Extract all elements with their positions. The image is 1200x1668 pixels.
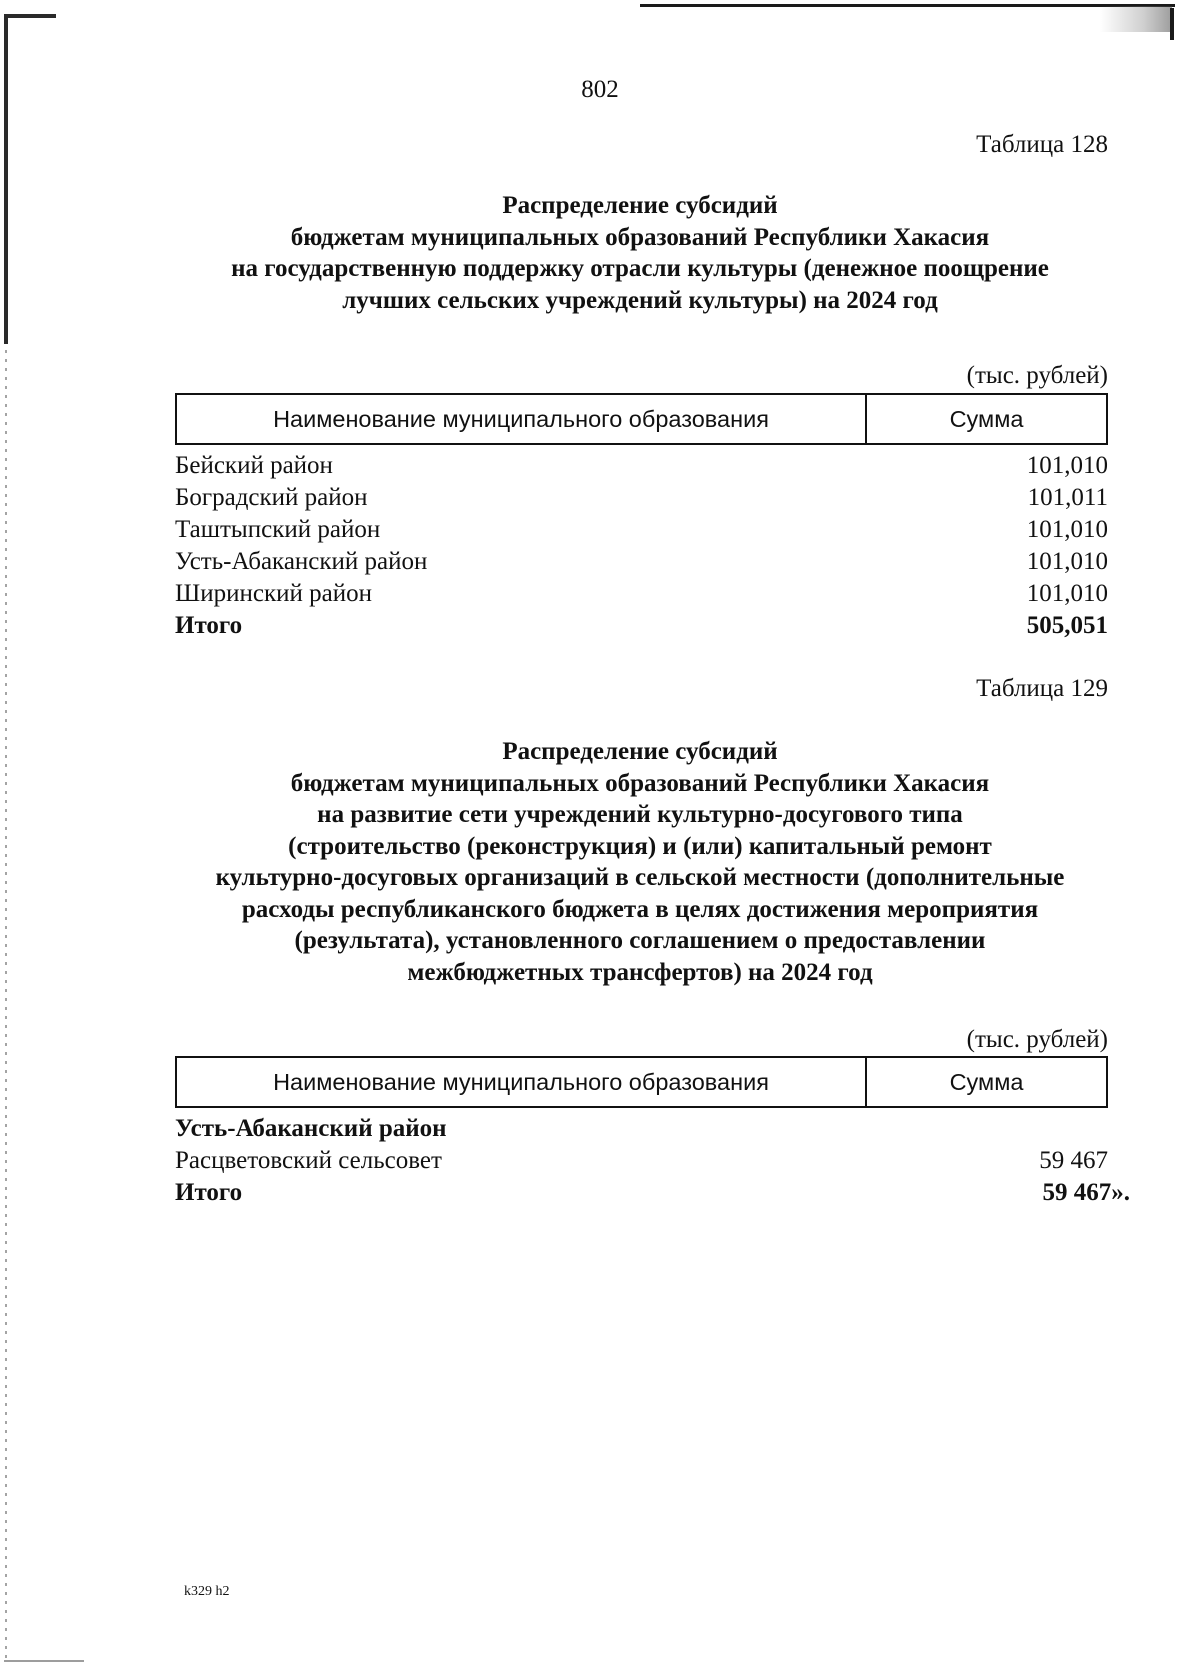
table-128-heading-line: лучших сельских учреждений культуры) на 2024 год: [342, 286, 938, 314]
table-129-caption: Таблица 129: [976, 675, 1108, 702]
table-129-body: [175, 1113, 1130, 1209]
row-name: Итого: [175, 612, 243, 639]
scan-edge-left: [4, 14, 8, 344]
table-row: [175, 450, 1108, 482]
table-128-caption: Таблица 128: [976, 131, 1108, 158]
row-value: 101,010: [1026, 580, 1108, 607]
column-header-name: Наименование муниципального образования: [177, 1058, 867, 1106]
document-code: k329 h2: [184, 1584, 230, 1599]
row-name: Итого: [175, 1179, 243, 1206]
column-header-sum: Сумма: [949, 405, 1024, 432]
table-128-heading-line: бюджетам муниципальных образований Республики Хакасия: [290, 223, 990, 251]
scan-corner-left: [4, 14, 56, 18]
row-value: 101,011: [1027, 484, 1108, 511]
table-129-heading-line: (строительство (реконструкция) и (или) капитальный ремонт: [288, 832, 992, 860]
table-row-total: [175, 1177, 1130, 1209]
table-row: [175, 1145, 1108, 1177]
table-129-heading-line: бюджетам муниципальных образований Республики Хакасия: [290, 769, 990, 797]
page-number: 802: [581, 76, 619, 103]
table-128-header: [175, 393, 1108, 445]
table-129-units: (тыс. рублей): [966, 1026, 1108, 1053]
table-129-heading-line: Распределение субсидий: [502, 738, 778, 765]
table-row-group: [175, 1113, 1108, 1145]
row-value: 101,010: [1026, 516, 1108, 543]
table-row: [175, 578, 1108, 610]
scan-edge-top: [640, 4, 1175, 7]
table-128-body: [175, 450, 1108, 642]
row-value: 101,010: [1026, 452, 1108, 479]
table-128-heading-line: Распределение субсидий: [502, 192, 778, 219]
row-name: Бейский район: [175, 452, 333, 479]
row-name: Расцветовский сельсовет: [175, 1147, 442, 1174]
scan-edge-left-dotted: [5, 350, 7, 1660]
row-value: 505,051: [1026, 612, 1108, 639]
scan-edge-bottom: [4, 1660, 84, 1662]
row-name: Боградский район: [175, 484, 368, 511]
table-row: [175, 482, 1108, 514]
table-129-heading-line: (результата), установленного соглашением о предоставлении: [294, 927, 986, 954]
scan-smudge: [1100, 6, 1172, 32]
row-name: Усть-Абаканский район: [175, 1115, 447, 1142]
table-129-header: [175, 1056, 1108, 1108]
row-name: Ширинский район: [175, 580, 372, 607]
row-name: Таштыпский район: [175, 516, 381, 543]
table-129-heading-line: межбюджетных трансфертов) на 2024 год: [407, 958, 873, 986]
table-129-heading-line: на развитие сети учреждений культурно-досугового типа: [317, 801, 963, 828]
row-name: Усть-Абаканский район: [175, 548, 428, 575]
scan-edge-right: [1170, 8, 1174, 40]
column-header-name: Наименование муниципального образования: [177, 395, 867, 443]
table-129-heading: [160, 736, 1120, 988]
row-value: 59 467: [1039, 1147, 1108, 1174]
table-128-heading: [160, 190, 1120, 316]
row-value: 101,010: [1026, 548, 1108, 575]
table-row: [175, 546, 1108, 578]
row-value: 59 467».: [1042, 1179, 1130, 1206]
table-row: [175, 514, 1108, 546]
table-128-units: (тыс. рублей): [966, 362, 1108, 389]
table-128-heading-line: на государственную поддержку отрасли культуры (денежное поощрение: [231, 255, 1049, 282]
table-row-total: [175, 610, 1108, 642]
column-header-sum: Сумма: [949, 1068, 1024, 1095]
table-129-heading-line: расходы республиканского бюджета в целях достижения мероприятия: [241, 895, 1039, 923]
table-129-heading-line: культурно-досуговых организаций в сельской местности (дополнительные: [215, 864, 1065, 891]
